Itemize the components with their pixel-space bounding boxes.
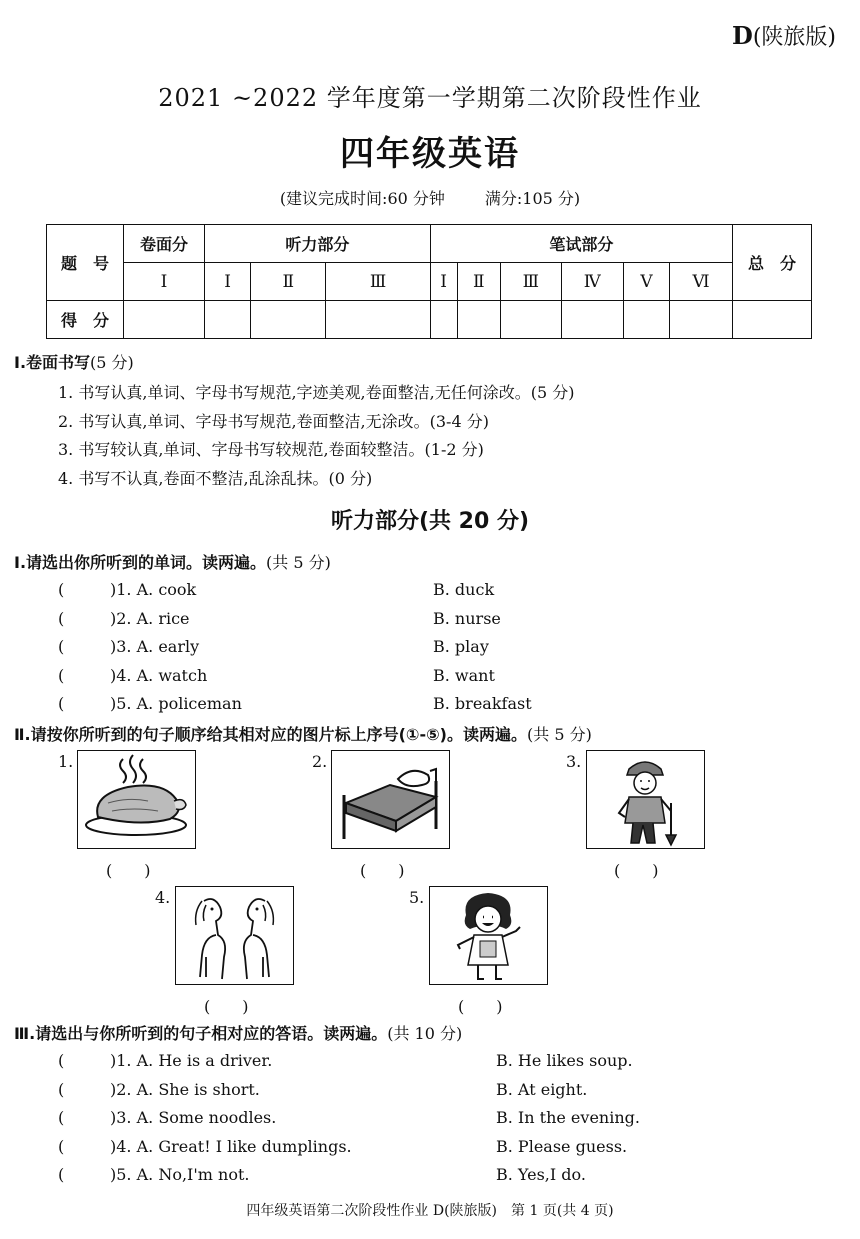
picture-number: 5. (409, 888, 425, 907)
handwriting-heading: Ⅰ.卷面书写(5 分) (14, 353, 134, 372)
page-footer: 四年级英语第二次阶段性作业 D(陕旅版) 第 1 页(共 4 页) (246, 1203, 614, 1219)
worker-icon (586, 750, 705, 849)
appearance-header: 卷面分 (124, 225, 205, 263)
part3-question: ( )4. A. Great! I like dumplings. (58, 1137, 352, 1156)
part1-option-b: B. duck (433, 580, 495, 599)
picture-number: 4. (155, 888, 171, 907)
exam-title: 2021 ~2022 学年度第一学期第二次阶段性作业 (158, 84, 702, 112)
score-cell[interactable] (457, 301, 501, 339)
part1-question: ( )3. A. early (58, 637, 200, 656)
handwriting-item: 2. 书写认真,单词、字母书写规范,卷面整洁,无涂改。(3-4 分) (58, 412, 489, 431)
part1-option-b: B. play (433, 637, 489, 656)
part3-question: ( )5. A. No,I'm not. (58, 1165, 250, 1184)
score-cell[interactable] (670, 301, 733, 339)
bed-icon (331, 750, 450, 849)
part3-option-b: B. He likes soup. (496, 1051, 633, 1070)
answer-blank[interactable]: ( ) (458, 997, 503, 1016)
picture-number: 2. (312, 752, 328, 771)
picture-number: 1. (58, 752, 74, 771)
col-listening-1: Ⅰ (205, 263, 251, 301)
score-cell[interactable] (251, 301, 326, 339)
answer-blank[interactable]: ( ) (204, 997, 249, 1016)
handwriting-item: 3. 书写较认真,单词、字母书写较规范,卷面较整洁。(1-2 分) (58, 440, 484, 459)
part3-option-b: B. Please guess. (496, 1137, 628, 1156)
score-table (46, 224, 812, 339)
total-header: 总 分 (733, 225, 812, 301)
score-cell[interactable] (733, 301, 812, 339)
part3-question: ( )2. A. She is short. (58, 1080, 260, 1099)
part1-question: ( )5. A. policeman (58, 694, 242, 713)
part1-question: ( )2. A. rice (58, 609, 190, 628)
col-written-5: Ⅴ (623, 263, 669, 301)
score-cell[interactable] (205, 301, 251, 339)
col-listening-3: Ⅲ (326, 263, 430, 301)
col-appearance-1: Ⅰ (124, 263, 205, 301)
score-row-label: 得 分 (47, 301, 124, 339)
part1-option-b: B. breakfast (433, 694, 532, 713)
score-cell[interactable] (623, 301, 669, 339)
answer-blank[interactable]: ( ) (360, 861, 405, 880)
handwriting-item: 4. 书写不认真,卷面不整洁,乱涂乱抹。(0 分) (58, 469, 373, 488)
part1-question: ( )4. A. watch (58, 666, 208, 685)
roast-chicken-icon (77, 750, 196, 849)
time-info: (建议完成时间:60 分钟 满分:105 分) (279, 189, 581, 208)
score-cell[interactable] (326, 301, 430, 339)
horses-icon (175, 886, 294, 985)
girl-icon (429, 886, 548, 985)
answer-blank[interactable]: ( ) (106, 861, 151, 880)
part3-option-b: B. At eight. (496, 1080, 588, 1099)
part1-heading: Ⅰ.请选出你所听到的单词。读两遍。(共 5 分) (14, 553, 331, 572)
version-label: D(陕旅版) (732, 21, 836, 50)
col-written-4: Ⅳ (561, 263, 623, 301)
part3-question: ( )3. A. Some noodles. (58, 1108, 277, 1127)
score-cell[interactable] (124, 301, 205, 339)
page-title: 四年级英语 (340, 134, 520, 174)
listening-header: 听力部分 (205, 225, 431, 263)
col-written-2: Ⅱ (457, 263, 501, 301)
listening-title: 听力部分(共 20 分) (330, 509, 530, 534)
score-cell[interactable] (561, 301, 623, 339)
part3-heading: Ⅲ.请选出与你所听到的句子相对应的答语。读两遍。(共 10 分) (14, 1024, 463, 1043)
written-header: 笔试部分 (430, 225, 732, 263)
part1-option-b: B. nurse (433, 609, 501, 628)
question-number-label: 题 号 (47, 225, 124, 301)
part3-option-b: B. In the evening. (496, 1108, 640, 1127)
col-listening-2: Ⅱ (251, 263, 326, 301)
part3-question: ( )1. A. He is a driver. (58, 1051, 273, 1070)
part2-heading: Ⅱ.请按你所听到的句子顺序给其相对应的图片标上序号(①-⑤)。读两遍。(共 5 分) (14, 725, 592, 744)
col-written-3: Ⅲ (501, 263, 561, 301)
answer-blank[interactable]: ( ) (614, 861, 659, 880)
col-written-6: Ⅵ (670, 263, 733, 301)
handwriting-item: 1. 书写认真,单词、字母书写规范,字迹美观,卷面整洁,无任何涂改。(5 分) (58, 383, 575, 402)
part1-question: ( )1. A. cook (58, 580, 197, 599)
col-written-1: Ⅰ (430, 263, 457, 301)
score-cell[interactable] (501, 301, 561, 339)
part1-option-b: B. want (433, 666, 495, 685)
picture-number: 3. (566, 752, 582, 771)
score-cell[interactable] (430, 301, 457, 339)
part3-option-b: B. Yes,I do. (496, 1165, 586, 1184)
